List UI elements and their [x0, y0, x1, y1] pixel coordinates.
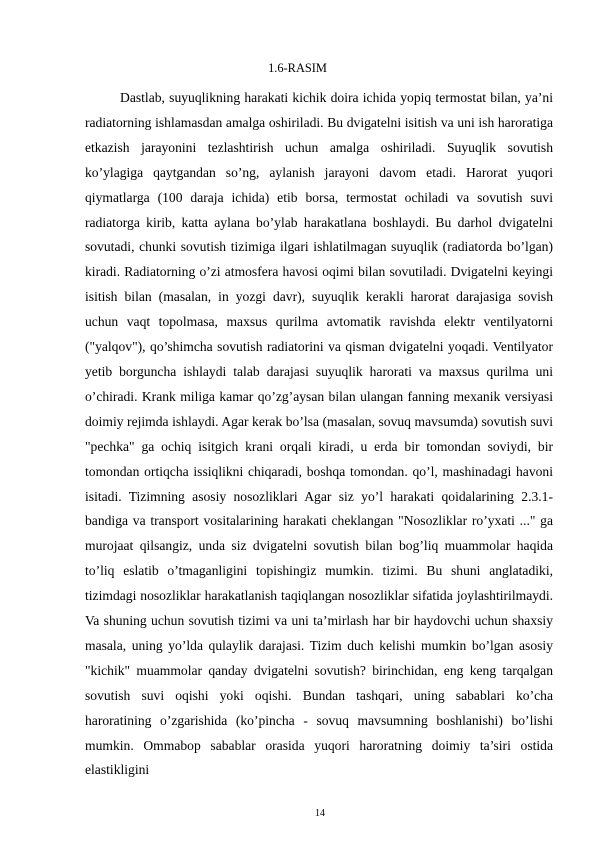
body-paragraph: Dastlab, suyuqlikning harakati kichik doira ichida yopiq termostat bilan, ya’ni radiatorning ishlamasdan amalga oshiriladi. Bu dvigatelni isitish va uni ish haroratiga etkazish jarayonini tezlashtirish uchun amalga oshiriladi. Suyuqlik sovutish ko’ylagiga qaytgandan so’ng, aylanish jarayoni davom etadi. Harorat yuqori qiymatlarga (100 daraja ichida) etib borsa, termostat ochiladi va sovutish suvi radiatorga kirib, katta aylana bo’ylab harakatlana boshlaydi. Bu darhol dvigatelni sovutadi, chunki sovutish tizimiga ilgari ishlatilmagan suyuqlik (radiatorda bo’lgan) kiradi. Radiatorning o’zi atmosfera havosi oqimi bilan sovutiladi. Dvigatelni keyingi isitish bilan (masalan, in yozgi davr), suyuqlik kerakli harorat darajasiga sovish uchun vaqt topolmasa, maxsus qurilma avtomatik ravishda elektr ventilyatorni ("yalqov"), qo’shimcha sovutish radiatorini va qisman dvigatelni yoqadi. Ventilyator yetib borguncha ishlaydi talab darajasi suyuqlik harorati va maxsus qurilma uni o’chiradi. Krank miliga kamar qo’zg’aysan bilan ulangan fanning mexanik versiyasi doimiy rejimda ishlaydi. Agar kerak bo’lsa (masalan, sovuq mavsumda) sovutish suvi "pechka" ga ochiq isitgich krani orqali kiradi, u erda bir tomondan soviydi, bir tomondan ortiqcha issiqlikni chiqaradi, boshqa tomondan. qo’l, mashinadagi havoni isitadi. Tizimning asosiy nosozliklari Agar siz yo’l harakati qoidalarining 2.3.1-bandiga va transport vositalarining harakati cheklangan "Nosozliklar ro’yxati ..." ga murojaat qilsangiz, unda siz dvigatelni sovutish bilan bog’liq muammolar haqida to’liq eslatib o’tmaganligini topishingiz mumkin. tizimi. Bu shuni anglatadiki, tizimdagi nosozliklar harakatlanish taqiqlangan nosozliklar sifatida joylashtirilmaydi. Va shuning uchun sovutish tizimi va uni ta’mirlash har bir haydovchi uchun shaxsiy masala, uning yo’lda qulaylik darajasi. Tizim duch kelishi mumkin bo’lgan asosiy "kichik" muammolar qanday dvigatelni sovutish? birinchidan, eng keng tarqalgan sovutish suvi oqishi yoki oqishi. Bundan tashqari, uning sabablari ko’cha haroratining o’zgarishida (ko’pincha - sovuq mavsumning boshlanishi) bo’lishi mumkin. Ommabop sabablar orasida yuqori haroratning doimiy ta’siri ostida elastikligini [85, 90, 553, 778]
figure-caption: 1.6-RASIM [268, 61, 327, 75]
page-number: 14 [315, 808, 325, 819]
